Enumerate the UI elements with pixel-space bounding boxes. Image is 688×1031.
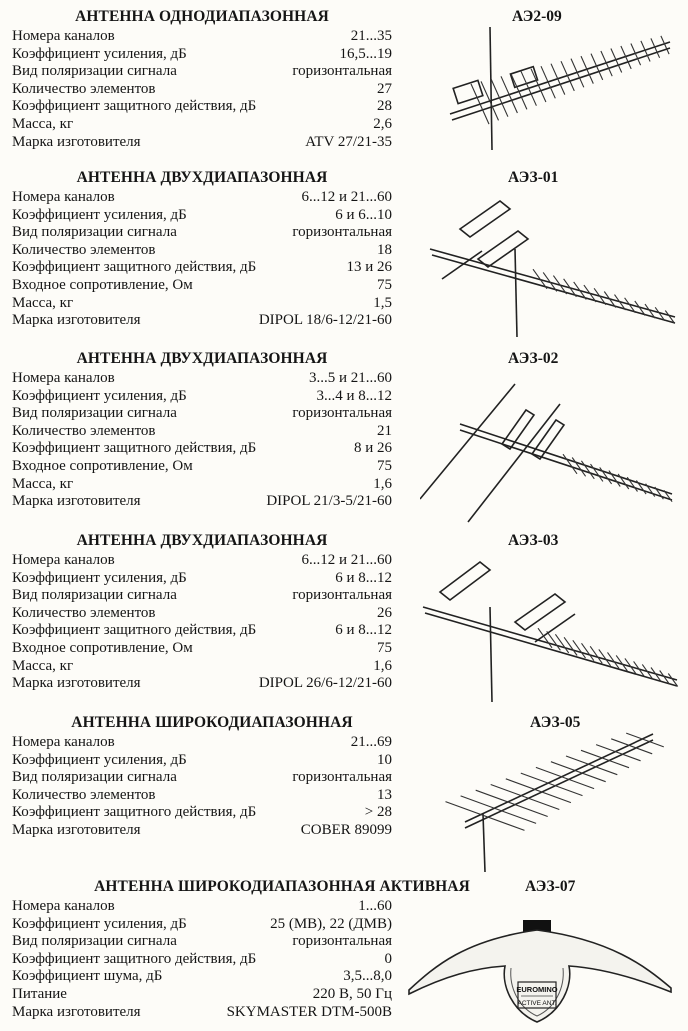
spec-value: 13 <box>377 786 392 803</box>
model-code: АЭЗ-03 <box>508 532 559 549</box>
antenna-ae2-09-illustration <box>420 22 680 152</box>
spec-label: Коэффициент защитного действия, дБ <box>12 622 257 639</box>
model-code: АЭЗ-07 <box>525 878 576 895</box>
section-title: АНТЕННА ДВУХДИАПАЗОННАЯ <box>76 169 328 186</box>
spec-value: 13 и 26 <box>346 259 392 276</box>
spec-row <box>12 916 392 934</box>
spec-label: Коэффициент защитного действия, дБ <box>12 98 257 115</box>
spec-label: Количество элементов <box>12 241 156 258</box>
spec-list <box>12 734 392 840</box>
spec-list <box>12 28 392 151</box>
antenna-section-ae3-05 <box>0 714 688 864</box>
spec-label: Вид поляризации сигнала <box>12 933 177 950</box>
spec-value: DIPOL 21/3-5/21-60 <box>266 493 392 510</box>
section-title: АНТЕННА ОДНОДИАПАЗОННАЯ <box>75 8 329 25</box>
spec-row <box>12 552 392 570</box>
spec-value: 2,6 <box>373 115 392 132</box>
spec-row <box>12 787 392 805</box>
spec-row <box>12 493 392 511</box>
spec-value: COBER 89099 <box>300 821 392 838</box>
spec-row <box>12 570 392 588</box>
spec-value: 1,5 <box>373 294 392 311</box>
spec-value: 75 <box>377 639 392 656</box>
antenna-ae3-03-illustration <box>415 552 683 704</box>
spec-value: 21 <box>377 422 392 439</box>
antenna-section-ae3-03 <box>0 532 688 704</box>
spec-list <box>12 189 392 330</box>
spec-row <box>12 804 392 822</box>
model-code: АЭЗ-02 <box>508 350 559 367</box>
spec-label: Коэффициент защитного действия, дБ <box>12 259 257 276</box>
spec-label: Входное сопротивление, Ом <box>12 639 193 656</box>
section-title: АНТЕННА ШИРОКОДИАПАЗОННАЯ АКТИВНАЯ <box>94 878 470 895</box>
spec-label: Марка изготовителя <box>12 1003 141 1020</box>
spec-value: 27 <box>377 80 392 97</box>
spec-label: Коэффициент усиления, дБ <box>12 915 187 932</box>
spec-label: Количество элементов <box>12 80 156 97</box>
spec-label: Марка изготовителя <box>12 133 141 150</box>
antenna-ae3-02-illustration <box>420 374 682 524</box>
spec-label: Вид поляризации сигнала <box>12 63 177 80</box>
spec-value: 1,6 <box>373 657 392 674</box>
spec-row <box>12 189 392 207</box>
spec-value: 10 <box>377 751 392 768</box>
spec-row <box>12 640 392 658</box>
spec-row <box>12 370 392 388</box>
spec-row <box>12 658 392 676</box>
spec-row <box>12 295 392 313</box>
spec-row <box>12 224 392 242</box>
spec-value: 21...35 <box>350 28 392 44</box>
spec-label: Коэффициент усиления, дБ <box>12 387 187 404</box>
spec-label: Вид поляризации сигнала <box>12 769 177 786</box>
spec-row <box>12 769 392 787</box>
spec-label: Количество элементов <box>12 786 156 803</box>
model-code: АЭ2-09 <box>512 8 562 25</box>
spec-value: 28 <box>377 98 392 115</box>
spec-value: > 28 <box>364 804 392 821</box>
spec-value: 6 и 6...10 <box>335 206 392 223</box>
spec-label: Коэффициент защитного действия, дБ <box>12 804 257 821</box>
antenna-section-ae3-02 <box>0 350 688 522</box>
spec-label: Коэффициент усиления, дБ <box>12 751 187 768</box>
spec-label: Номера каналов <box>12 370 115 386</box>
spec-row <box>12 405 392 423</box>
spec-row <box>12 46 392 64</box>
spec-row <box>12 951 392 969</box>
spec-label: Номера каналов <box>12 189 115 205</box>
active-antenna-brand: EUROMINO <box>516 985 558 994</box>
model-code: АЭЗ-01 <box>508 169 559 186</box>
antenna-section-ae3-07 <box>0 878 688 1028</box>
spec-label: Марка изготовителя <box>12 675 141 692</box>
antenna-section-ae2-09 <box>0 8 688 158</box>
spec-row <box>12 986 392 1004</box>
spec-value: 220 В, 50 Гц <box>312 985 392 1002</box>
spec-row <box>12 388 392 406</box>
spec-value: горизонтальная <box>292 405 392 422</box>
spec-value: горизонтальная <box>292 769 392 786</box>
antenna-section-ae3-01 <box>0 169 688 341</box>
spec-value: DIPOL 18/6-12/21-60 <box>258 312 392 329</box>
spec-row <box>12 28 392 46</box>
spec-value: 1...60 <box>358 898 392 914</box>
spec-label: Коэффициент шума, дБ <box>12 968 163 985</box>
spec-row <box>12 605 392 623</box>
spec-value: 3...5 и 21...60 <box>308 370 392 386</box>
spec-label: Номера каналов <box>12 552 115 568</box>
spec-row <box>12 458 392 476</box>
spec-row <box>12 98 392 116</box>
spec-row <box>12 63 392 81</box>
spec-label: Марка изготовителя <box>12 312 141 329</box>
spec-label: Входное сопротивление, Ом <box>12 457 193 474</box>
spec-label: Номера каналов <box>12 28 115 44</box>
spec-label: Коэффициент усиления, дБ <box>12 569 187 586</box>
spec-row <box>12 207 392 225</box>
spec-row <box>12 277 392 295</box>
spec-label: Марка изготовителя <box>12 821 141 838</box>
spec-row <box>12 81 392 99</box>
section-title: АНТЕННА ШИРОКОДИАПАЗОННАЯ <box>71 714 353 731</box>
spec-row <box>12 622 392 640</box>
spec-value: горизонтальная <box>292 224 392 241</box>
spec-value: 6 и 8...12 <box>335 569 392 586</box>
spec-label: Количество элементов <box>12 604 156 621</box>
spec-list <box>12 370 392 511</box>
spec-value: 25 (МВ), 22 (ДМВ) <box>270 915 392 932</box>
spec-value: 16,5...19 <box>339 45 392 62</box>
spec-label: Масса, кг <box>12 115 74 132</box>
spec-row <box>12 134 392 152</box>
spec-label: Коэффициент усиления, дБ <box>12 206 187 223</box>
spec-value: 1,6 <box>373 475 392 492</box>
spec-label: Масса, кг <box>12 475 74 492</box>
spec-list <box>12 898 392 1021</box>
section-title: АНТЕННА ДВУХДИАПАЗОННАЯ <box>76 350 328 367</box>
spec-value: DIPOL 26/6-12/21-60 <box>258 675 392 692</box>
spec-label: Номера каналов <box>12 734 115 750</box>
spec-row <box>12 898 392 916</box>
spec-label: Коэффициент защитного действия, дБ <box>12 440 257 457</box>
spec-row <box>12 476 392 494</box>
spec-label: Масса, кг <box>12 294 74 311</box>
spec-label: Номера каналов <box>12 898 115 914</box>
spec-row <box>12 675 392 693</box>
spec-value: 0 <box>384 950 392 967</box>
spec-value: горизонтальная <box>292 63 392 80</box>
spec-value: 8 и 26 <box>353 440 392 457</box>
spec-value: 3...4 и 8...12 <box>316 387 392 404</box>
spec-value: ATV 27/21-35 <box>305 133 392 150</box>
spec-row <box>12 259 392 277</box>
spec-label: Марка изготовителя <box>12 493 141 510</box>
spec-value: 3,5...8,0 <box>343 968 392 985</box>
spec-label: Масса, кг <box>12 657 74 674</box>
spec-row <box>12 312 392 330</box>
spec-row <box>12 116 392 134</box>
spec-row <box>12 242 392 260</box>
spec-row <box>12 423 392 441</box>
spec-row <box>12 734 392 752</box>
spec-value: 75 <box>377 276 392 293</box>
antenna-ae3-07-illustration <box>405 916 680 1028</box>
section-title: АНТЕННА ДВУХДИАПАЗОННАЯ <box>76 532 328 549</box>
spec-value: SKYMASTER DTM-500B <box>226 1003 392 1020</box>
spec-label: Вид поляризации сигнала <box>12 405 177 422</box>
spec-label: Питание <box>12 985 67 1002</box>
spec-value: 6...12 и 21...60 <box>301 189 392 205</box>
spec-row <box>12 968 392 986</box>
spec-row <box>12 933 392 951</box>
spec-value: 21...69 <box>350 734 392 750</box>
spec-value: горизонтальная <box>292 933 392 950</box>
spec-value: 75 <box>377 457 392 474</box>
spec-row <box>12 587 392 605</box>
spec-value: 26 <box>377 604 392 621</box>
spec-value: 18 <box>377 241 392 258</box>
spec-row <box>12 1004 392 1022</box>
spec-row <box>12 440 392 458</box>
spec-label: Вид поляризации сигнала <box>12 224 177 241</box>
spec-value: 6 и 8...12 <box>335 622 392 639</box>
spec-list <box>12 552 392 693</box>
spec-label: Вид поляризации сигнала <box>12 587 177 604</box>
spec-label: Количество элементов <box>12 422 156 439</box>
spec-label: Коэффициент защитного действия, дБ <box>12 950 257 967</box>
spec-value: горизонтальная <box>292 587 392 604</box>
spec-row <box>12 752 392 770</box>
antenna-ae3-05-illustration <box>445 724 665 874</box>
spec-label: Коэффициент усиления, дБ <box>12 45 187 62</box>
spec-value: 6...12 и 21...60 <box>301 552 392 568</box>
spec-row <box>12 822 392 840</box>
model-code: АЭЗ-05 <box>530 714 581 731</box>
antenna-ae3-01-illustration <box>420 189 682 339</box>
active-antenna-sub: ACTIVE ANT. <box>517 1000 557 1007</box>
spec-label: Входное сопротивление, Ом <box>12 276 193 293</box>
